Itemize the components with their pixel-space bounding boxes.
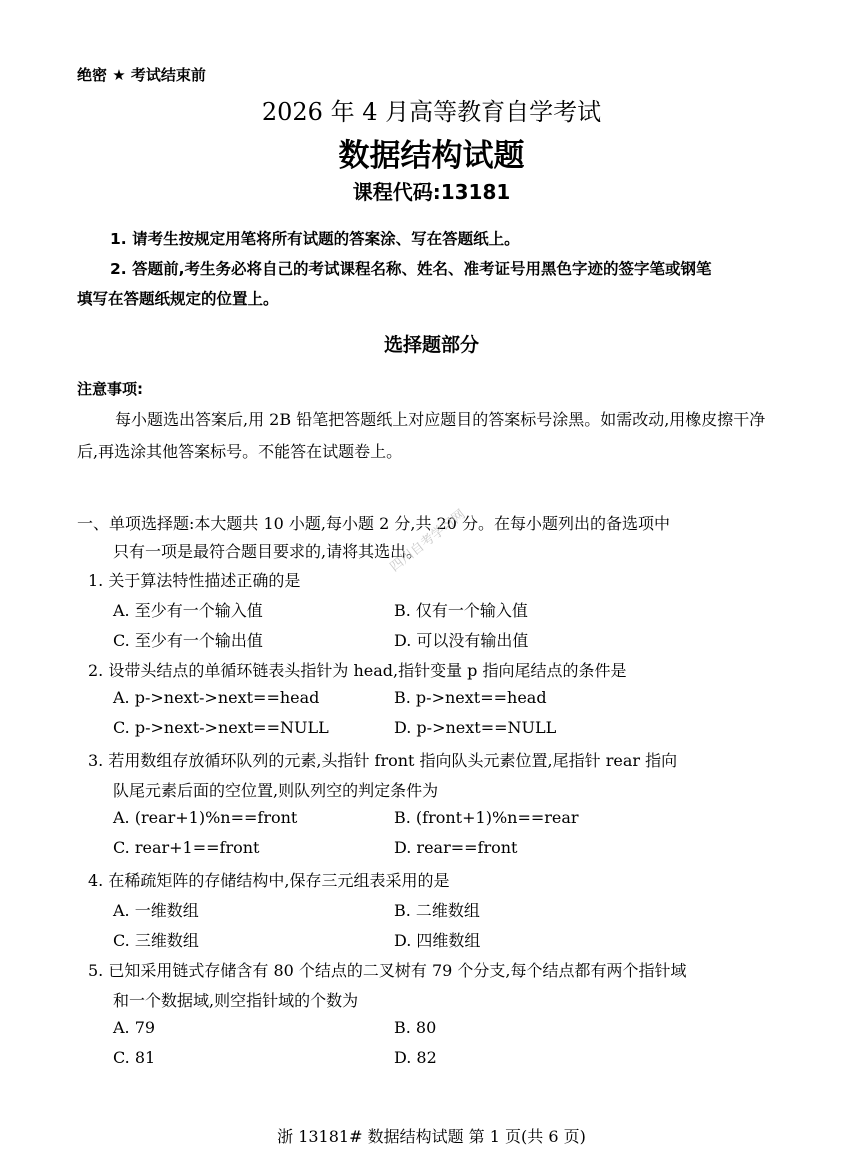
question-3-option-c: C. rear+1==front bbox=[113, 838, 260, 857]
question-4-option-d: D. 四维数组 bbox=[394, 931, 481, 950]
question-3-option-b: B. (front+1)%n==rear bbox=[394, 808, 579, 827]
secrecy-label: 绝密 ★ 考试结束前 bbox=[77, 66, 206, 84]
question-3-stem-line1: 3. 若用数组存放循环队列的元素,头指针 front 指向队头元素位置,尾指针 rear 指向 bbox=[88, 751, 678, 770]
part-one-heading bbox=[77, 510, 670, 566]
instruction-1: 1. 请考生按规定用笔将所有试题的答案涂、写在答题纸上。 bbox=[110, 230, 520, 248]
question-4-stem: 4. 在稀疏矩阵的存储结构中,保存三元组表采用的是 bbox=[88, 871, 450, 890]
question-2-stem: 2. 设带头结点的单循环链表头指针为 head,指针变量 p 指向尾结点的条件是 bbox=[88, 661, 627, 680]
question-3-stem-line2: 队尾元素后面的空位置,则队列空的判定条件为 bbox=[113, 781, 439, 800]
question-5-stem-line2: 和一个数据域,则空指针域的个数为 bbox=[113, 991, 359, 1010]
question-4-option-b: B. 二维数组 bbox=[394, 901, 480, 920]
course-code: 课程代码:13181 bbox=[352, 180, 511, 204]
part-one-heading-line2: 只有一项是最符合题目要求的,请将其选出。 bbox=[113, 542, 423, 561]
exam-session-line: 2026 年 4 月高等教育自学考试 bbox=[261, 98, 602, 126]
question-3-option-d: D. rear==front bbox=[394, 838, 518, 857]
part-one-heading-line1: 一、单项选择题:本大题共 10 小题,每小题 2 分,共 20 分。在每小题列出的备选项中 bbox=[77, 514, 670, 533]
question-1-option-c: C. 至少有一个输出值 bbox=[113, 631, 263, 650]
question-2-option-b: B. p->next==head bbox=[394, 688, 547, 707]
question-3-option-a: A. (rear+1)%n==front bbox=[113, 808, 298, 827]
question-4-option-c: C. 三维数组 bbox=[113, 931, 199, 950]
question-1-stem: 1. 关于算法特性描述正确的是 bbox=[88, 571, 301, 590]
question-2-option-d: D. p->next==NULL bbox=[394, 718, 557, 737]
question-5-option-c: C. 81 bbox=[113, 1048, 156, 1067]
watermark: 四川自考学习网 bbox=[387, 507, 469, 575]
instruction-2: 2. 答题前,考生务必将自己的考试课程名称、姓名、准考证号用黑色字迹的签字笔或钢笔 bbox=[110, 260, 712, 278]
notes-text: 每小题选出答案后,用 2B 铅笔把答题纸上对应题目的答案标号涂黑。如需改动,用橡皮擦干净后,再选涂其他答案标号。不能答在试题卷上。 bbox=[77, 410, 766, 461]
question-1-option-d: D. 可以没有输出值 bbox=[394, 631, 529, 650]
page-footer: 浙 13181# 数据结构试题 第 1 页(共 6 页) bbox=[277, 1127, 586, 1146]
notes-heading: 注意事项: bbox=[77, 380, 143, 398]
question-5-option-b: B. 80 bbox=[394, 1018, 437, 1037]
question-5-option-d: D. 82 bbox=[394, 1048, 437, 1067]
question-2-option-a: A. p->next->next==head bbox=[113, 688, 320, 707]
question-2-option-c: C. p->next->next==NULL bbox=[113, 718, 329, 737]
section-title: 选择题部分 bbox=[383, 334, 479, 356]
question-5-option-a: A. 79 bbox=[113, 1018, 156, 1037]
question-1-option-a: A. 至少有一个输入值 bbox=[113, 601, 263, 620]
question-5-stem-line1: 5. 已知采用链式存储含有 80 个结点的二叉树有 79 个分支,每个结点都有两个指针域 bbox=[88, 961, 687, 980]
question-1-option-b: B. 仅有一个输入值 bbox=[394, 601, 528, 620]
instruction-2-continued: 填写在答题纸规定的位置上。 bbox=[77, 290, 279, 308]
exam-title: 数据结构试题 bbox=[338, 138, 525, 174]
question-4-option-a: A. 一维数组 bbox=[113, 901, 199, 920]
